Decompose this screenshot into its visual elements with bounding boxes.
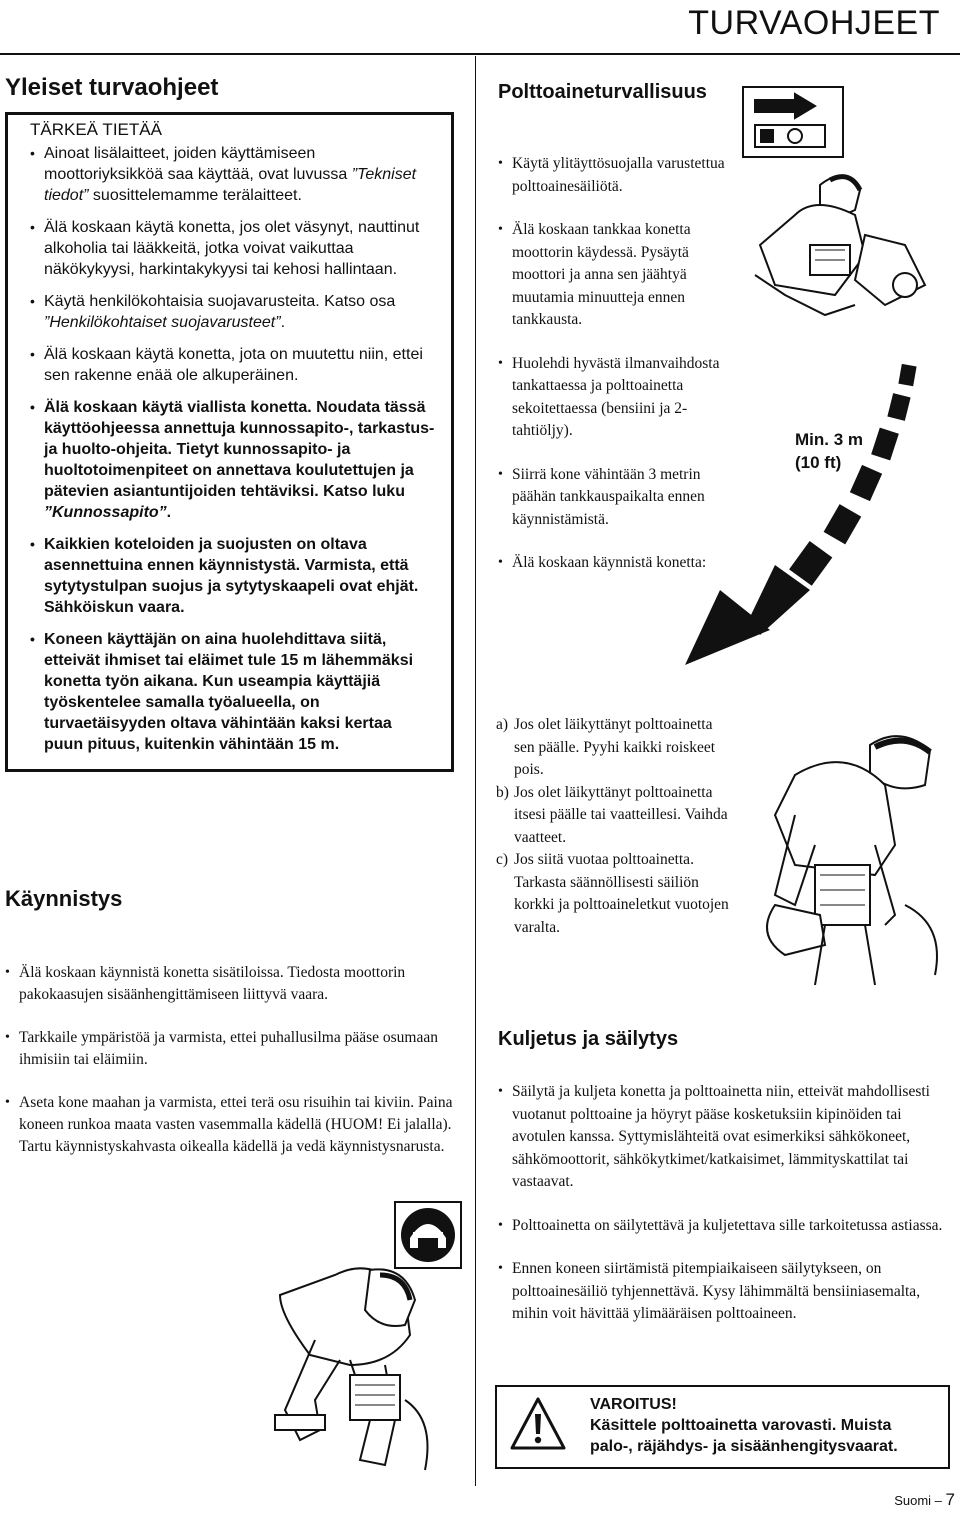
column-divider [475, 56, 476, 1486]
list-item: • Aseta kone maahan ja varmista, ettei terä osu risuihin tai kiviin. Paina koneen runkoa maata vasten vasemmalla kädellä (HUOM! Ei jalalla). Tartu käynnistyskahvasta oikealla kädellä ja vedä käynnistysnarusta. [5, 1092, 455, 1158]
list-item: • Huolehdi hyvästä ilmanvaihdosta tankattaessa ja polttoainetta sekoitettaessa (bensiini ja 2-tahtiöljy). [498, 353, 728, 443]
distance-arrow [625, 360, 925, 690]
list-item: • Tarkkaile ympäristöä ja varmista, ettei puhallusilma pääse osumaan ihmisiin tai eläimiin. [5, 1027, 455, 1071]
page-footer [894, 1490, 955, 1510]
list-item: • Käytä henkilökohtaisia suojavarusteita. Katso osa ”Henkilökohtaiset suojavarusteet”. [30, 291, 435, 333]
list-item: • Älä koskaan käynnistä konetta: [498, 552, 728, 575]
general-safety-list [30, 143, 435, 766]
list-item: • Kaikkien koteloiden ja suojusten on oltava asennettuina ennen käynnistystä. Varmista, että sytytystulpan suojus ja sytytyskaapeli ovat ehjät. Sähköiskun vaara. [30, 534, 435, 618]
min-distance-arrow-icon [685, 364, 917, 665]
operator-figure-icon [275, 1268, 428, 1470]
page-header-title: TURVAOHJEET [688, 4, 940, 42]
storage-list [498, 1081, 953, 1347]
fuel-safety-heading: Polttoaineturvallisuus [498, 81, 707, 103]
list-item: • Koneen käyttäjän on aina huolehdittava siitä, etteivät ihmiset tai eläimet tule 15 m lähemmäksi konetta työn aikana. Kun useampia käyttäjiä työskentelee samalla työalueella, on turvaetäisyyden oltava vähintään kaksi kertaa puun pituus, kuitenkin vähintään 15 m. [30, 629, 435, 755]
hearing-protection-sign-icon [395, 1202, 461, 1268]
list-item: • Ainoat lisälaitteet, joiden käyttämiseen moottoriyksikköä saa käyttää, ovat luvussa ”Tekniset tiedot” suosittelemamme terälaitteet. [30, 143, 435, 206]
footer-language: Suomi – [894, 1493, 942, 1508]
min-distance-label: Min. 3 m (10 ft) [795, 430, 864, 472]
header-rule [0, 53, 960, 55]
condition-b: b) Jos olet läikyttänyt polttoainetta itsesi päälle tai vaatteillesi. Vaihda vaatteet. [496, 783, 728, 846]
warning-text: VAROITUS! Käsittele polttoainetta varovasti. Muista palo-, räjähdys- ja sisäänhengitysvaarat. [590, 1396, 898, 1455]
engine-stop-sign-icon [743, 87, 843, 157]
notice-title: TÄRKEÄ TIETÄÄ [30, 120, 162, 139]
list-item: • Älä koskaan käynnistä konetta sisätiloissa. Tiedosta moottorin pakokaasujen sisäänhengittämiseen liittyvä vaara. [5, 962, 455, 1006]
condition-a: a) Jos olet läikyttänyt polttoainetta sen päälle. Pyyhi kaikki roiskeet pois. [496, 716, 716, 778]
warning-triangle-icon [510, 1396, 566, 1452]
page-number: 7 [945, 1490, 955, 1509]
list-item: • Säilytä ja kuljeta konetta ja polttoainetta niin, etteivät mahdollisesti vuotanut polttoaine ja höyryt pääse kosketuksiin kipinöiden tai avotulen kanssa. Syttymislähteitä ovat esimerkiksi sähkökoneet, sähkömoottorit, sähkökytkimet/katkaisimet, lämmityskattilat tai vastaavat. [498, 1081, 953, 1194]
list-item: • Älä koskaan tankkaa konetta moottorin käydessä. Pysäytä moottori ja anna sen jäähtyä muutamia minuutteja ennen tankkausta. [498, 219, 728, 332]
list-item: • Ennen koneen siirtämistä pitempiaikaiseen säilytykseen, on polttoainesäiliö tyhjennettävä. Kysy lähimmältä bensiiniasemalta, mihin voit hävittää ylimääräisen polttoaineen. [498, 1258, 953, 1326]
list-item: • Älä koskaan käytä konetta, jos olet väsynyt, nauttinut alkoholia tai lääkkeitä, jotka voivat vaikuttaa näkökykyysi, harkintakykyysi tai kehosi hallintaan. [30, 217, 435, 280]
list-item: • Siirrä kone vähintään 3 metrin päähän tankkauspaikalta ennen käynnistämistä. [498, 464, 728, 532]
starting-list [5, 962, 455, 1179]
do-not-start-conditions [496, 714, 736, 939]
condition-c: c) Jos siitä vuotaa polttoainetta. Tarkasta säännöllisesti säiliön korkki ja polttoaineletkut vuotojen varalta. [496, 851, 729, 936]
storage-heading: Kuljetus ja säilytys [498, 1028, 679, 1050]
list-item: • Älä koskaan käytä konetta, jota on muutettu niin, ettei sen rakenne enää ole alkuperäinen. [30, 344, 435, 386]
list-item: • Älä koskaan käytä viallista konetta. Noudata tässä käyttöohjeessa annettuja kunnossapito-, tarkastus- ja huolto-ohjeita. Tietyt kunnossapito- ja huoltotoimenpiteet on annettava koulutettujen ja pätevien asiantuntijoiden tehtäviksi. Katso luku ”Kunnossapito”. [30, 397, 435, 523]
starting-illustration [255, 1200, 465, 1480]
general-safety-heading: Yleiset turvaohjeet [5, 74, 219, 101]
standing-operator-icon [767, 736, 937, 985]
refueling-illustration [735, 85, 950, 335]
starting-heading: Käynnistys [5, 886, 123, 911]
list-item: • Käytä ylitäyttösuojalla varustettua polttoainesäiliötä. [498, 153, 728, 198]
carrying-illustration [755, 705, 955, 995]
list-item: • Polttoainetta on säilytettävä ja kuljetettava sille tarkoitetussa astiassa. [498, 1215, 953, 1238]
kneeling-operator-icon [755, 176, 925, 315]
